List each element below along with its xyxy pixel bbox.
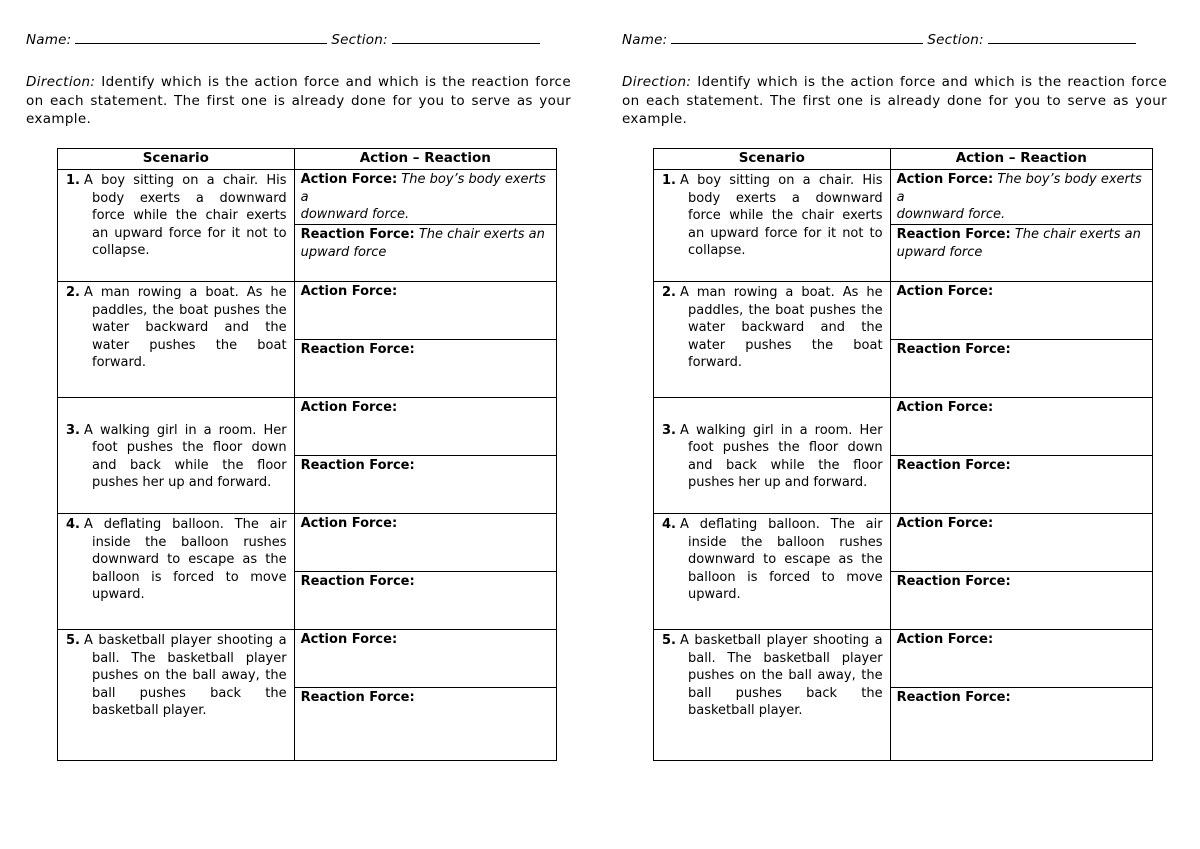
scenario-number: 1. bbox=[662, 173, 676, 188]
direction-paragraph bbox=[26, 73, 571, 129]
scenario-cell bbox=[654, 514, 891, 630]
action-force-label: Action Force: bbox=[300, 516, 398, 531]
scenario-header: Scenario bbox=[654, 149, 891, 170]
reaction-force-label: Reaction Force: bbox=[300, 690, 415, 705]
scenario-cell bbox=[58, 630, 295, 761]
worksheet-right bbox=[622, 30, 1167, 718]
reaction-force-example-cont: upward force bbox=[300, 244, 387, 260]
name-label: Name: bbox=[26, 32, 72, 48]
scenario-text: A boy sitting on a chair. His body exerts a downward force while the chair exerts an upward force for it not to collapse. bbox=[680, 173, 883, 258]
scenario-text: A man rowing a boat. As he paddles, the boat pushes the water backward and the water pushes the boat forward. bbox=[680, 285, 883, 370]
action-force-cell bbox=[294, 514, 556, 572]
scenario-number: 3. bbox=[66, 422, 80, 438]
scenario-text: A man rowing a boat. As he paddles, the boat pushes the water backward and the water pushes the boat forward. bbox=[84, 285, 287, 370]
reaction-force-label: Reaction Force: bbox=[300, 574, 415, 589]
action-reaction-header: Action – Reaction bbox=[294, 149, 556, 170]
scenario-text: A basketball player shooting a ball. The basketball player pushes on the ball away, the ball pushes back the basketball player. bbox=[84, 633, 287, 718]
action-force-example: The boy’s body exerts a bbox=[300, 172, 546, 205]
action-force-cell bbox=[890, 514, 1152, 572]
action-force-label: Action Force: bbox=[896, 172, 994, 187]
scenario-number: 4. bbox=[662, 517, 676, 532]
action-force-cell bbox=[890, 170, 1152, 225]
reaction-force-cell bbox=[890, 225, 1152, 282]
reaction-force-label: Reaction Force: bbox=[896, 458, 1011, 473]
reaction-force-cell bbox=[294, 340, 556, 398]
action-force-label: Action Force: bbox=[896, 284, 994, 299]
scenario-text: A walking girl in a room. Her foot pushes the floor down and back while the floor pushes her up and forward. bbox=[680, 422, 883, 490]
reaction-force-cell bbox=[294, 225, 556, 282]
action-force-cell bbox=[294, 282, 556, 340]
worksheet-left bbox=[26, 30, 571, 718]
reaction-force-label: Reaction Force: bbox=[300, 227, 415, 242]
name-section-row bbox=[622, 30, 1167, 54]
table-row bbox=[654, 398, 1153, 456]
reaction-force-cell bbox=[890, 340, 1152, 398]
reaction-force-cell bbox=[294, 456, 556, 514]
action-force-label: Action Force: bbox=[896, 632, 994, 647]
action-force-label: Action Force: bbox=[896, 400, 994, 415]
scenario-text: A deflating balloon. The air inside the balloon rushes downward to escape as the balloon is forced to move upward. bbox=[680, 517, 883, 602]
action-force-label: Action Force: bbox=[300, 632, 398, 647]
scenario-cell bbox=[58, 170, 295, 282]
scenario-cell bbox=[654, 282, 891, 398]
section-blank-line bbox=[988, 30, 1136, 44]
section-label: Section: bbox=[927, 32, 984, 48]
scenario-number: 3. bbox=[662, 422, 676, 438]
reaction-force-cell bbox=[890, 456, 1152, 514]
direction-text: Identify which is the action force and which is the reaction force on each statement. The first one is already done for you to serve as your example. bbox=[622, 74, 1167, 127]
reaction-force-label: Reaction Force: bbox=[896, 342, 1011, 357]
reaction-force-cell bbox=[890, 572, 1152, 630]
scenario-number: 4. bbox=[66, 517, 80, 532]
scenario-text: A boy sitting on a chair. His body exerts a downward force while the chair exerts an upward force for it not to collapse. bbox=[84, 173, 287, 258]
action-force-example: The boy’s body exerts a bbox=[896, 172, 1142, 205]
name-blank-line bbox=[671, 30, 923, 44]
scenario-text: A deflating balloon. The air inside the balloon rushes downward to escape as the balloon is forced to move upward. bbox=[84, 517, 287, 602]
action-reaction-table bbox=[57, 148, 557, 761]
table-header-row bbox=[58, 149, 557, 170]
action-force-cell bbox=[890, 282, 1152, 340]
table-row bbox=[654, 630, 1153, 688]
reaction-force-cell bbox=[294, 572, 556, 630]
scenario-text: A basketball player shooting a ball. The basketball player pushes on the ball away, the ball pushes back the basketball player. bbox=[680, 633, 883, 718]
scenario-number: 2. bbox=[662, 285, 676, 300]
name-blank-line bbox=[75, 30, 327, 44]
action-force-label: Action Force: bbox=[896, 516, 994, 531]
reaction-force-example-cont: upward force bbox=[896, 244, 983, 260]
reaction-force-example: The chair exerts an bbox=[1014, 227, 1141, 242]
action-force-example-cont: downward force. bbox=[896, 207, 1006, 222]
scenario-cell bbox=[654, 398, 891, 514]
table-row bbox=[58, 630, 557, 688]
table-row bbox=[58, 398, 557, 456]
scenario-number: 5. bbox=[662, 633, 676, 648]
table-row bbox=[654, 282, 1153, 340]
table-header-row bbox=[654, 149, 1153, 170]
scenario-cell bbox=[58, 282, 295, 398]
section-blank-line bbox=[392, 30, 540, 44]
reaction-force-example: The chair exerts an bbox=[418, 227, 545, 242]
section-label: Section: bbox=[331, 32, 388, 48]
action-force-label: Action Force: bbox=[300, 172, 398, 187]
scenario-number: 1. bbox=[66, 173, 80, 188]
scenario-text: A walking girl in a room. Her foot pushes the floor down and back while the floor pushes her up and forward. bbox=[84, 422, 287, 490]
action-force-example-cont: downward force. bbox=[300, 207, 410, 222]
action-force-cell bbox=[890, 630, 1152, 688]
direction-paragraph bbox=[622, 73, 1167, 129]
reaction-force-label: Reaction Force: bbox=[896, 690, 1011, 705]
direction-text: Identify which is the action force and which is the reaction force on each statement. The first one is already done for you to serve as your example. bbox=[26, 74, 571, 127]
table-row bbox=[58, 514, 557, 572]
scenario-header: Scenario bbox=[58, 149, 295, 170]
scenario-cell bbox=[58, 398, 295, 514]
table-row bbox=[58, 282, 557, 340]
action-force-cell bbox=[294, 170, 556, 225]
direction-label: Direction: bbox=[622, 74, 692, 90]
scenario-cell bbox=[58, 514, 295, 630]
reaction-force-label: Reaction Force: bbox=[896, 227, 1011, 242]
table-row bbox=[654, 514, 1153, 572]
action-force-label: Action Force: bbox=[300, 400, 398, 415]
action-force-label: Action Force: bbox=[300, 284, 398, 299]
action-reaction-header: Action – Reaction bbox=[890, 149, 1152, 170]
reaction-force-label: Reaction Force: bbox=[300, 342, 415, 357]
action-force-cell bbox=[294, 630, 556, 688]
action-reaction-table bbox=[653, 148, 1153, 761]
name-label: Name: bbox=[622, 32, 668, 48]
scenario-cell bbox=[654, 630, 891, 761]
scenario-cell bbox=[654, 170, 891, 282]
reaction-force-label: Reaction Force: bbox=[896, 574, 1011, 589]
scenario-number: 2. bbox=[66, 285, 80, 300]
reaction-force-cell bbox=[294, 688, 556, 761]
table-row bbox=[58, 170, 557, 225]
table-row bbox=[654, 170, 1153, 225]
action-force-cell bbox=[890, 398, 1152, 456]
reaction-force-cell bbox=[890, 688, 1152, 761]
reaction-force-label: Reaction Force: bbox=[300, 458, 415, 473]
action-force-cell bbox=[294, 398, 556, 456]
name-section-row bbox=[26, 30, 571, 54]
direction-label: Direction: bbox=[26, 74, 96, 90]
scenario-number: 5. bbox=[66, 633, 80, 648]
